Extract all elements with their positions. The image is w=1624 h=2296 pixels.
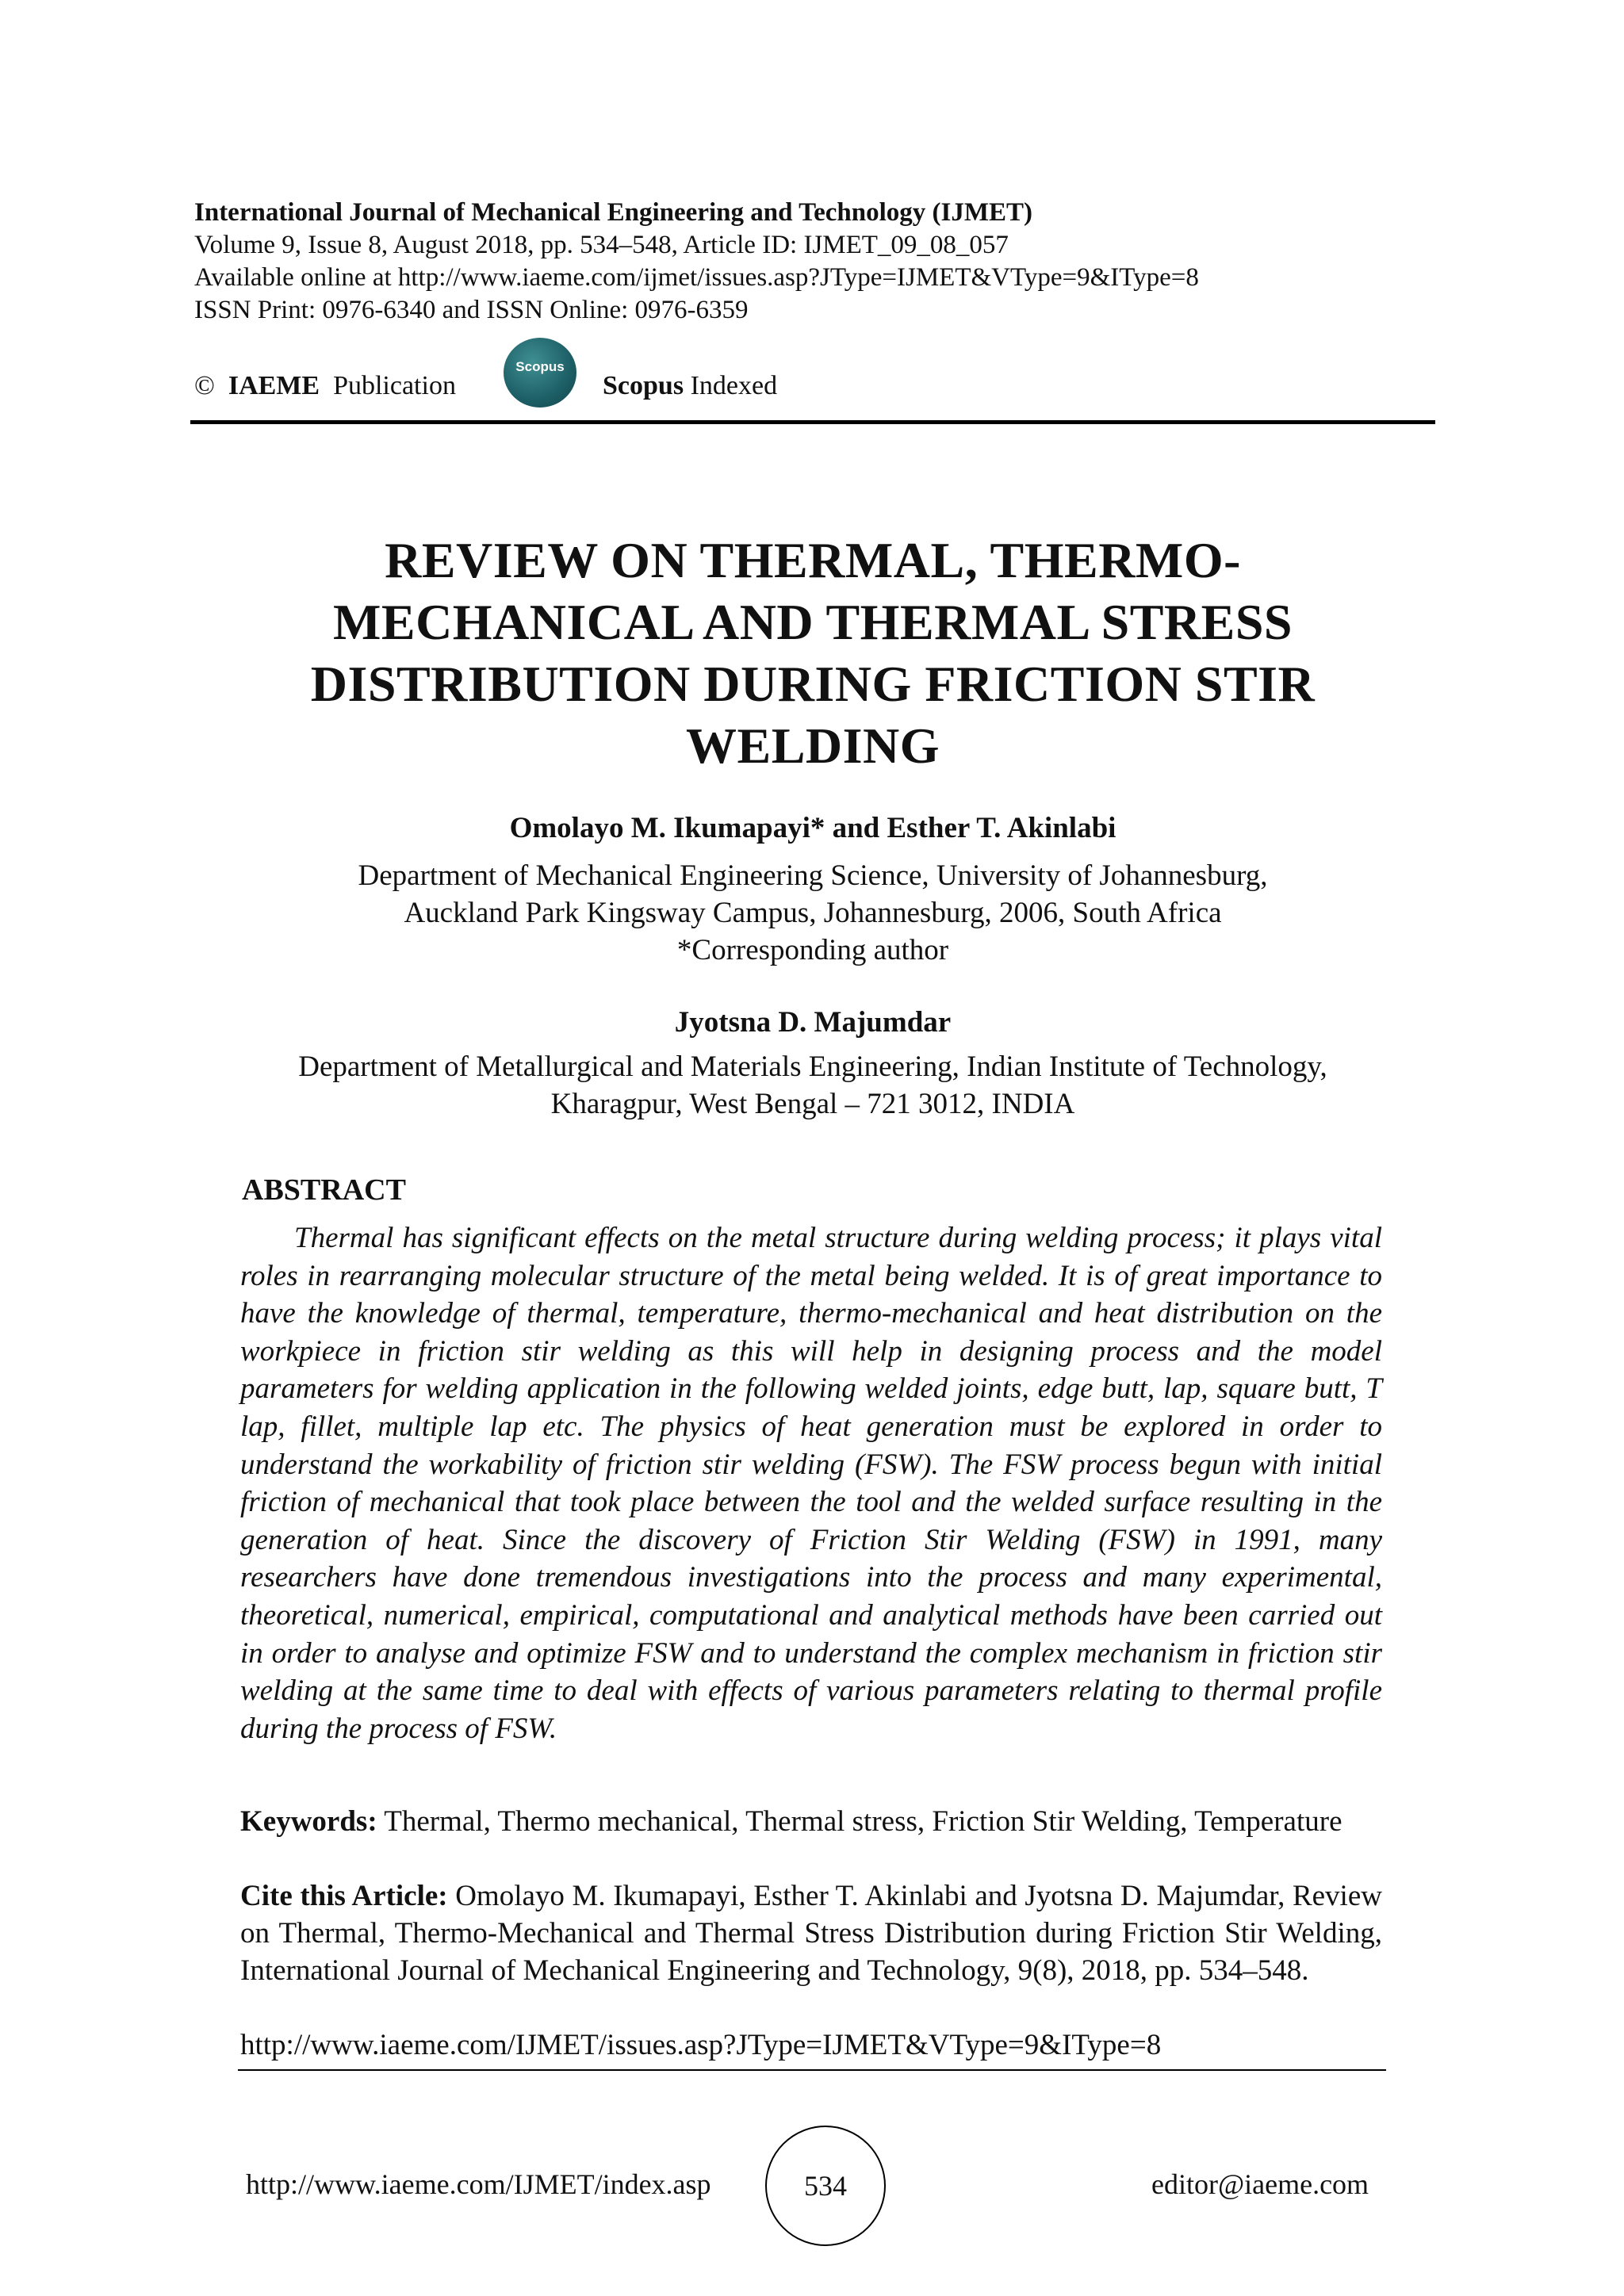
- title-line-3: DISTRIBUTION DURING FRICTION STIR: [310, 656, 1316, 712]
- citation: [240, 1877, 1382, 1989]
- publisher-row: [194, 359, 1431, 406]
- abstract-body: Thermal has significant effects on the metal structure during welding process; it plays vital roles in rearranging molecular structure of the metal being welded. It is of great importance to have the knowledge of thermal, temperature, thermo-mechanical and heat distribution on the workpiece in friction stir welding as this will help in designing process and the model parameters for welding application in the following welded joints, edge butt, lap, square butt, T lap, fillet, multiple lap etc. The physics of heat generation must be explored in order to understand the workability of friction stir welding (FSW). The FSW process begun with initial friction of mechanical that took place between the tool and the welded surface resulting in the generation of heat. Since the discovery of Friction Stir Welding (FSW) in 1991, many researchers have done tremendous investigations into the process and many experimental, theoretical, numerical, empirical, computational and analytical methods have been carried out in order to analyse and optimize FSW and to understand the complex mechanism in friction stir welding at the same time to deal with effects of various parameters relating to thermal profile during the process of FSW.: [240, 1222, 1382, 1745]
- citation-divider: [238, 2069, 1386, 2071]
- copyright-symbol: ©: [194, 371, 215, 400]
- page-number: 534: [765, 2126, 886, 2246]
- volume-line: Volume 9, Issue 8, August 2018, pp. 534–548, Article ID: IJMET_09_08_057: [194, 231, 1009, 259]
- header-divider: [190, 420, 1435, 424]
- keywords-text: Thermal, Thermo mechanical, Thermal stress, Friction Stir Welding, Temperature: [384, 1805, 1342, 1838]
- author-names-2: Jyotsna D. Majumdar: [674, 1006, 952, 1039]
- title-line-4: WELDING: [686, 718, 940, 774]
- publisher-name: IAEME: [228, 371, 320, 400]
- journal-header: [194, 197, 1199, 327]
- scopus-indexed-bold: Scopus: [603, 371, 684, 400]
- citation-link[interactable]: http://www.iaeme.com/IJMET/issues.asp?JType=IJMET&VType=9&IType=8: [240, 2029, 1162, 2061]
- scopus-logo: Scopus: [504, 338, 576, 408]
- scopus-indexed-label: Indexed: [690, 371, 778, 400]
- affiliation-1-line-2: Auckland Park Kingsway Campus, Johannesburg, 2006, South Africa: [404, 897, 1222, 929]
- journal-title: International Journal of Mechanical Engineering and Technology (IJMET): [194, 198, 1032, 227]
- footer-journal-link[interactable]: http://www.iaeme.com/IJMET/index.asp: [246, 2168, 711, 2200]
- available-online-line: Available online at http://www.iaeme.com/ijmet/issues.asp?JType=IJMET&VType=9&IType=8: [194, 263, 1199, 292]
- affiliation-2-line-2: Kharagpur, West Bengal – 721 3012, INDIA: [550, 1088, 1075, 1120]
- citation-text: Omolayo M. Ikumapayi, Esther T. Akinlabi and Jyotsna D. Majumdar, Review on Thermal, Thermo-Mechanical and Thermal Stress Distribution during Friction Stir Welding, International Journal of Mechanical Engineering and Technology, 9(8), 2018, pp. 534–548.: [240, 1880, 1382, 1987]
- corresponding-author-note: *Corresponding author: [676, 934, 949, 966]
- affiliation-1: [190, 857, 1435, 969]
- keywords-label: Keywords:: [240, 1805, 377, 1838]
- affiliation-2-line-1: Department of Metallurgical and Materials Engineering, Indian Institute of Technology,: [298, 1050, 1327, 1083]
- title-line-1: REVIEW ON THERMAL, THERMO-: [385, 532, 1241, 588]
- scopus-indexed: [603, 366, 777, 406]
- paper-title: [190, 530, 1435, 777]
- issn-line: ISSN Print: 0976-6340 and ISSN Online: 0976-6359: [194, 296, 749, 324]
- citation-label: Cite this Article:: [240, 1880, 448, 1912]
- publisher-credit: [194, 366, 456, 406]
- affiliation-2: [190, 1048, 1435, 1123]
- footer-email-link[interactable]: editor@iaeme.com: [1151, 2168, 1369, 2200]
- publisher-label: Publication: [333, 371, 456, 400]
- author-names-1: Omolayo M. Ikumapayi* and Esther T. Akinlabi: [509, 812, 1116, 844]
- title-line-2: MECHANICAL AND THERMAL STRESS: [332, 594, 1293, 650]
- affiliation-1-line-1: Department of Mechanical Engineering Science, University of Johannesburg,: [358, 859, 1268, 892]
- abstract-heading: ABSTRACT: [242, 1173, 406, 1207]
- keywords: [240, 1803, 1382, 1840]
